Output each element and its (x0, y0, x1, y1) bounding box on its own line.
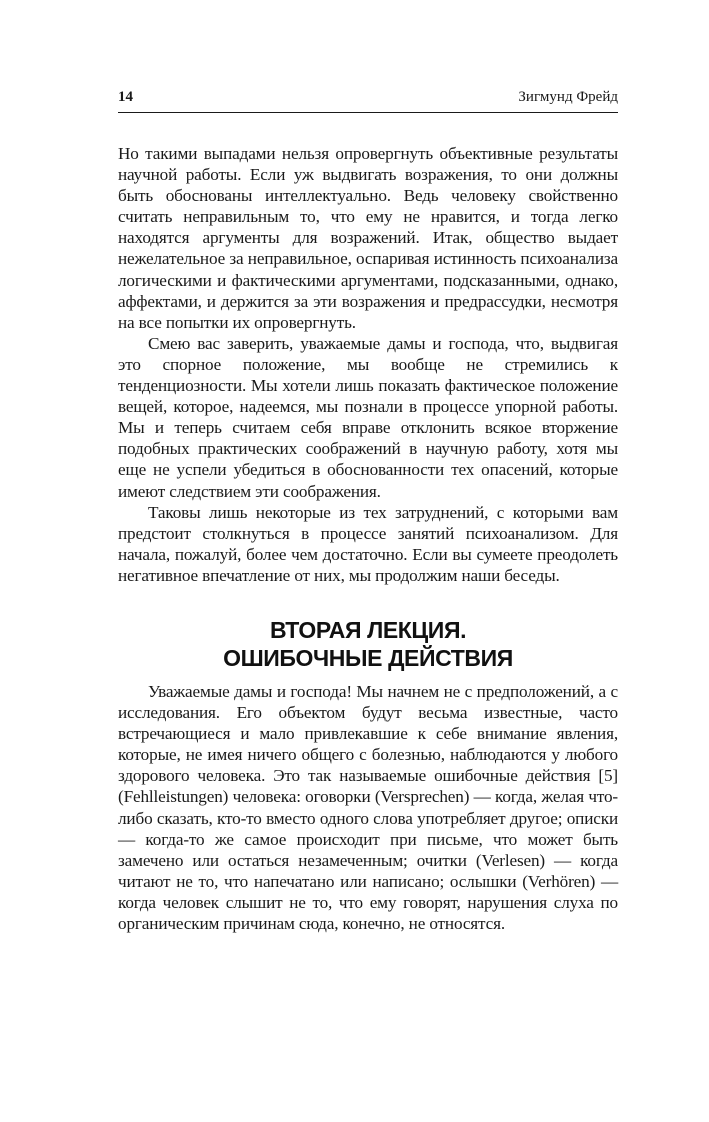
page-number: 14 (118, 89, 133, 105)
header-divider (118, 112, 618, 113)
chapter-title-line-2: ОШИБОЧНЫЕ ДЕЙСТВИЯ (223, 644, 513, 671)
paragraph: Смею вас заверить, уважаемые дамы и господа, что, выдвигая это спорное положение, мы вообще не стремились к тенденциозности. Мы хотели лишь показать фактическое положение вещей, которое, надеемся, мы познали в процессе упорной работы. Мы и теперь считаем себя вправе отклонить всякое вторжение подобных практических соображений в научную работу, хотя мы еще не успели убедиться в обоснованности тех опасений, которые имеют следствием эти соображения. (118, 333, 618, 501)
chapter-title-line-1: ВТОРАЯ ЛЕКЦИЯ. (269, 616, 467, 643)
page-body (118, 143, 618, 934)
chapter-title (118, 616, 618, 672)
running-title: Зигмунд Фрейд (518, 89, 618, 105)
paragraph: Но такими выпадами нельзя опровергнуть объективные результаты научной работы. Если уж выдвигать возражения, то они должны быть обоснованы интеллектуально. Ведь человеку свойственно считать неправильным то, что ему не нравится, и тогда легко находятся аргументы для возражений. Итак, общество выдает нежелательное за неправильное, оспаривая истинность психоанализа логическими и фактическими аргументами, подсказанными, однако, аффектами, и держится за эти возражения и предрассудки, несмотря на все попытки их опровергнуть. (118, 144, 618, 332)
chapter-paragraph: Уважаемые дамы и господа! Мы начнем не с предположений, а с исследования. Его объектом будут весьма известные, часто встречающиеся и мало привлекавшие к себе внимание явления, которые, не имея ничего общего с болезнью, наблюдаются у любого здорового человека. Это так называемые ошибочные действия [5] (Fehlleistungen) человека: оговорки (Versprechen) — когда, желая что-либо сказать, кто-то вместо одного слова употребляет другое; описки — когда-то же самое происходит при письме, что может быть замечено или остаться незамеченным; очитки (Verlesen) — когда читают не то, что напечатано или написано; ослышки (Verhören) — когда человек слышит не то, что ему говорят, нарушения слуха по органическим причинам сюда, конечно, не относятся. (118, 681, 618, 933)
page-header (118, 86, 618, 108)
paragraph: Таковы лишь некоторые из тех затруднений, с которыми вам предстоит столкнуться в процессе занятий психоанализом. Для начала, пожалуй, более чем достаточно. Если вы сумеете преодолеть негативное впечатление от них, мы продолжим наши беседы. (118, 502, 618, 585)
